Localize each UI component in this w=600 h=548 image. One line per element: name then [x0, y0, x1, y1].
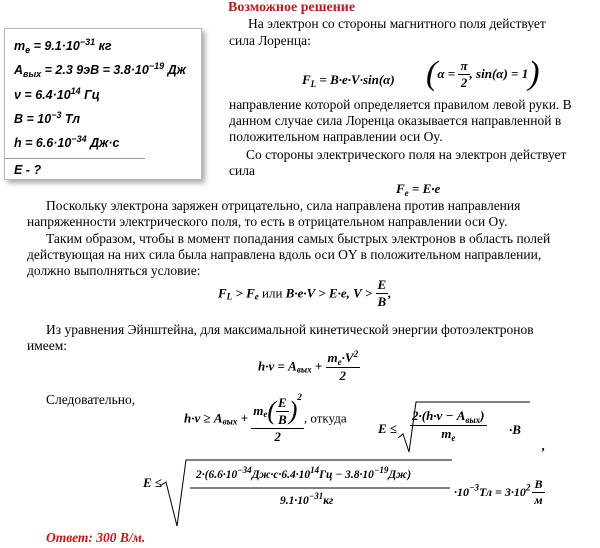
para-6-line-2: имеем:: [27, 338, 68, 353]
para-1-line-2: сила Лоренца:: [229, 33, 311, 48]
formula-lorentz: $F_L = B\cdot e\cdot V\cdot\sin(\alpha)$: [302, 72, 395, 89]
para-2-line-3: положительном направлении оси Oy.: [229, 129, 443, 144]
radical-sign-final: [160, 460, 452, 526]
given-frequency: $\nu = 6.4\cdot 10^{14}$ Гц: [14, 86, 100, 102]
para-4-line-1: Поскольку электрона заряжен отрицательно, сила направлена против направления: [46, 198, 521, 213]
given-planck: $h = 6.6\cdot 10^{-34}$ Дж·с: [14, 134, 120, 150]
formula-e-limit-b: ·B: [509, 422, 521, 437]
given-mass: $m_e = 9.1\cdot 10^{-31}$ кг: [14, 37, 112, 55]
given-work-function: $A_{вых} = 2.3$ $9эВ = 3.8\cdot 10^{-19}$ Дж: [14, 61, 186, 79]
para-4-line-2: напряженности электрического поля, то есть в отрицательном направлении оси Oy.: [27, 214, 508, 229]
formula-final-result: $\cdot 10^{-3}Тл = 3\cdot 10^2$ $\frac{В}{м}$: [454, 477, 543, 507]
para-3-line-1: Со стороны электрического поля на электрон действует: [246, 147, 567, 162]
formula-e-limit-comma: ,: [542, 438, 546, 453]
formula-electric-force: $F_e = E\cdot e$: [396, 181, 441, 198]
given-find: E - ?: [14, 163, 42, 177]
formula-condition: $F_L > F_e$ или B·e·V > E·e, V > $\frac{E}{B}$ ,: [218, 277, 392, 309]
formula-inequality: $h\cdot\nu \ge A_{вых}$ + $m_e$( $\frac{E}{B}$ )$^2$ 2 , откуда: [184, 392, 347, 444]
para-3-line-2: сила: [229, 163, 255, 178]
solution-title: Возможное решение: [228, 0, 356, 15]
para-2-line-2: данном случае сила Лоренца оказывается направленной в: [229, 113, 562, 128]
given-magnetic-field: $B = 10^{-3}$ Тл: [14, 110, 81, 126]
para-2-line-1: направление которой определяется правилом левой руки. В: [229, 97, 572, 112]
para-7: Следовательно,: [46, 392, 136, 407]
formula-e-limit-radicand: $\frac{2\cdot(h\cdot\nu - A_{вых})}{m_e}$: [412, 408, 485, 443]
para-5-line-2: действующая на них сила была направлена вдоль оси OY в положительном направлении,: [27, 247, 542, 262]
para-5-line-3: должно выполняться условие:: [27, 263, 201, 278]
para-1-line-1: На электрон со стороны магнитного поля действует: [248, 16, 546, 31]
formula-final-denominator: $9.1\cdot 10^{-31}кг$: [280, 491, 334, 507]
para-6-line-1: Из уравнения Эйнштейна, для максимальной кинетической энергии фотоэлектронов: [46, 322, 534, 337]
formula-alpha-condition: (α = $\frac{\pi}{2}$ , sin(α) = 1): [426, 55, 540, 92]
para-5-line-1: Таким образом, чтобы в момент попадания самых быстрых электронов в область полей: [46, 231, 551, 246]
formula-e-limit-lhs: E ≤: [378, 421, 398, 436]
formula-einstein: $h\cdot\nu = A_{вых}$ + $\frac{m_e\cdot V^2}{2}$: [258, 349, 359, 383]
formula-final-lhs: E ≤: [143, 475, 163, 490]
radical-sign-limit: [398, 402, 530, 452]
formula-final-numerator: $2\cdot(6.6\cdot 10^{-34}Дж\cdot с\cdot 6.4\cdot 10^{14}Гц - 3.8\cdot 10^{-19}Дж)$: [196, 465, 412, 481]
answer: Ответ: 300 В/м.: [46, 530, 146, 545]
